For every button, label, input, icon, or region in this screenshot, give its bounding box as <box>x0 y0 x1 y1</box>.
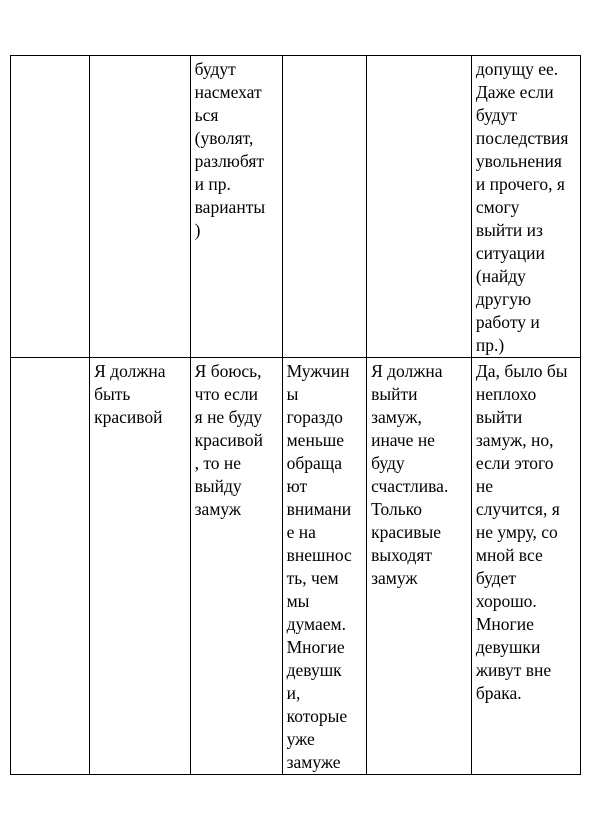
table-cell <box>190 56 282 358</box>
cell-text: Да, было бы неплохо выйти замуж, но, если этого не случится, я не умру, со мной все будет хорошо. Многие девушки живут вне брака. <box>475 361 568 703</box>
table-row <box>11 358 581 775</box>
table-cell <box>11 56 90 358</box>
table-cell <box>471 358 580 775</box>
cell-text: Мужчин ы гораздо меньше обраща ют внимани е на внешнос ть, чем мы думаем. Многие девушк и, которые уже замуже <box>286 361 352 772</box>
table-cell <box>90 56 191 358</box>
document-table <box>10 55 581 775</box>
table-cell <box>282 358 366 775</box>
cell-text: будут насмехат ься (уволят, разлюбят и пр. варианты ) <box>194 59 266 240</box>
table-cell <box>367 56 472 358</box>
table-cell <box>367 358 472 775</box>
table-cell <box>90 358 191 775</box>
table-cell <box>471 56 580 358</box>
table-cell <box>282 56 366 358</box>
table-cell <box>190 358 282 775</box>
cell-text: Я должна быть красивой <box>94 361 166 427</box>
table-cell <box>11 358 90 775</box>
cell-text: Я боюсь, что если я не буду красивой , то не выйду замуж <box>194 361 264 519</box>
cell-text: Я должна выйти замуж, иначе не буду счастлива. Только красивые выходят замуж <box>371 361 449 588</box>
table-row <box>11 56 581 358</box>
cell-text: допущу ее. Даже если будут последствия увольнения и прочего, я смогу выйти из ситуации (найду другую работу и пр.) <box>475 59 569 355</box>
